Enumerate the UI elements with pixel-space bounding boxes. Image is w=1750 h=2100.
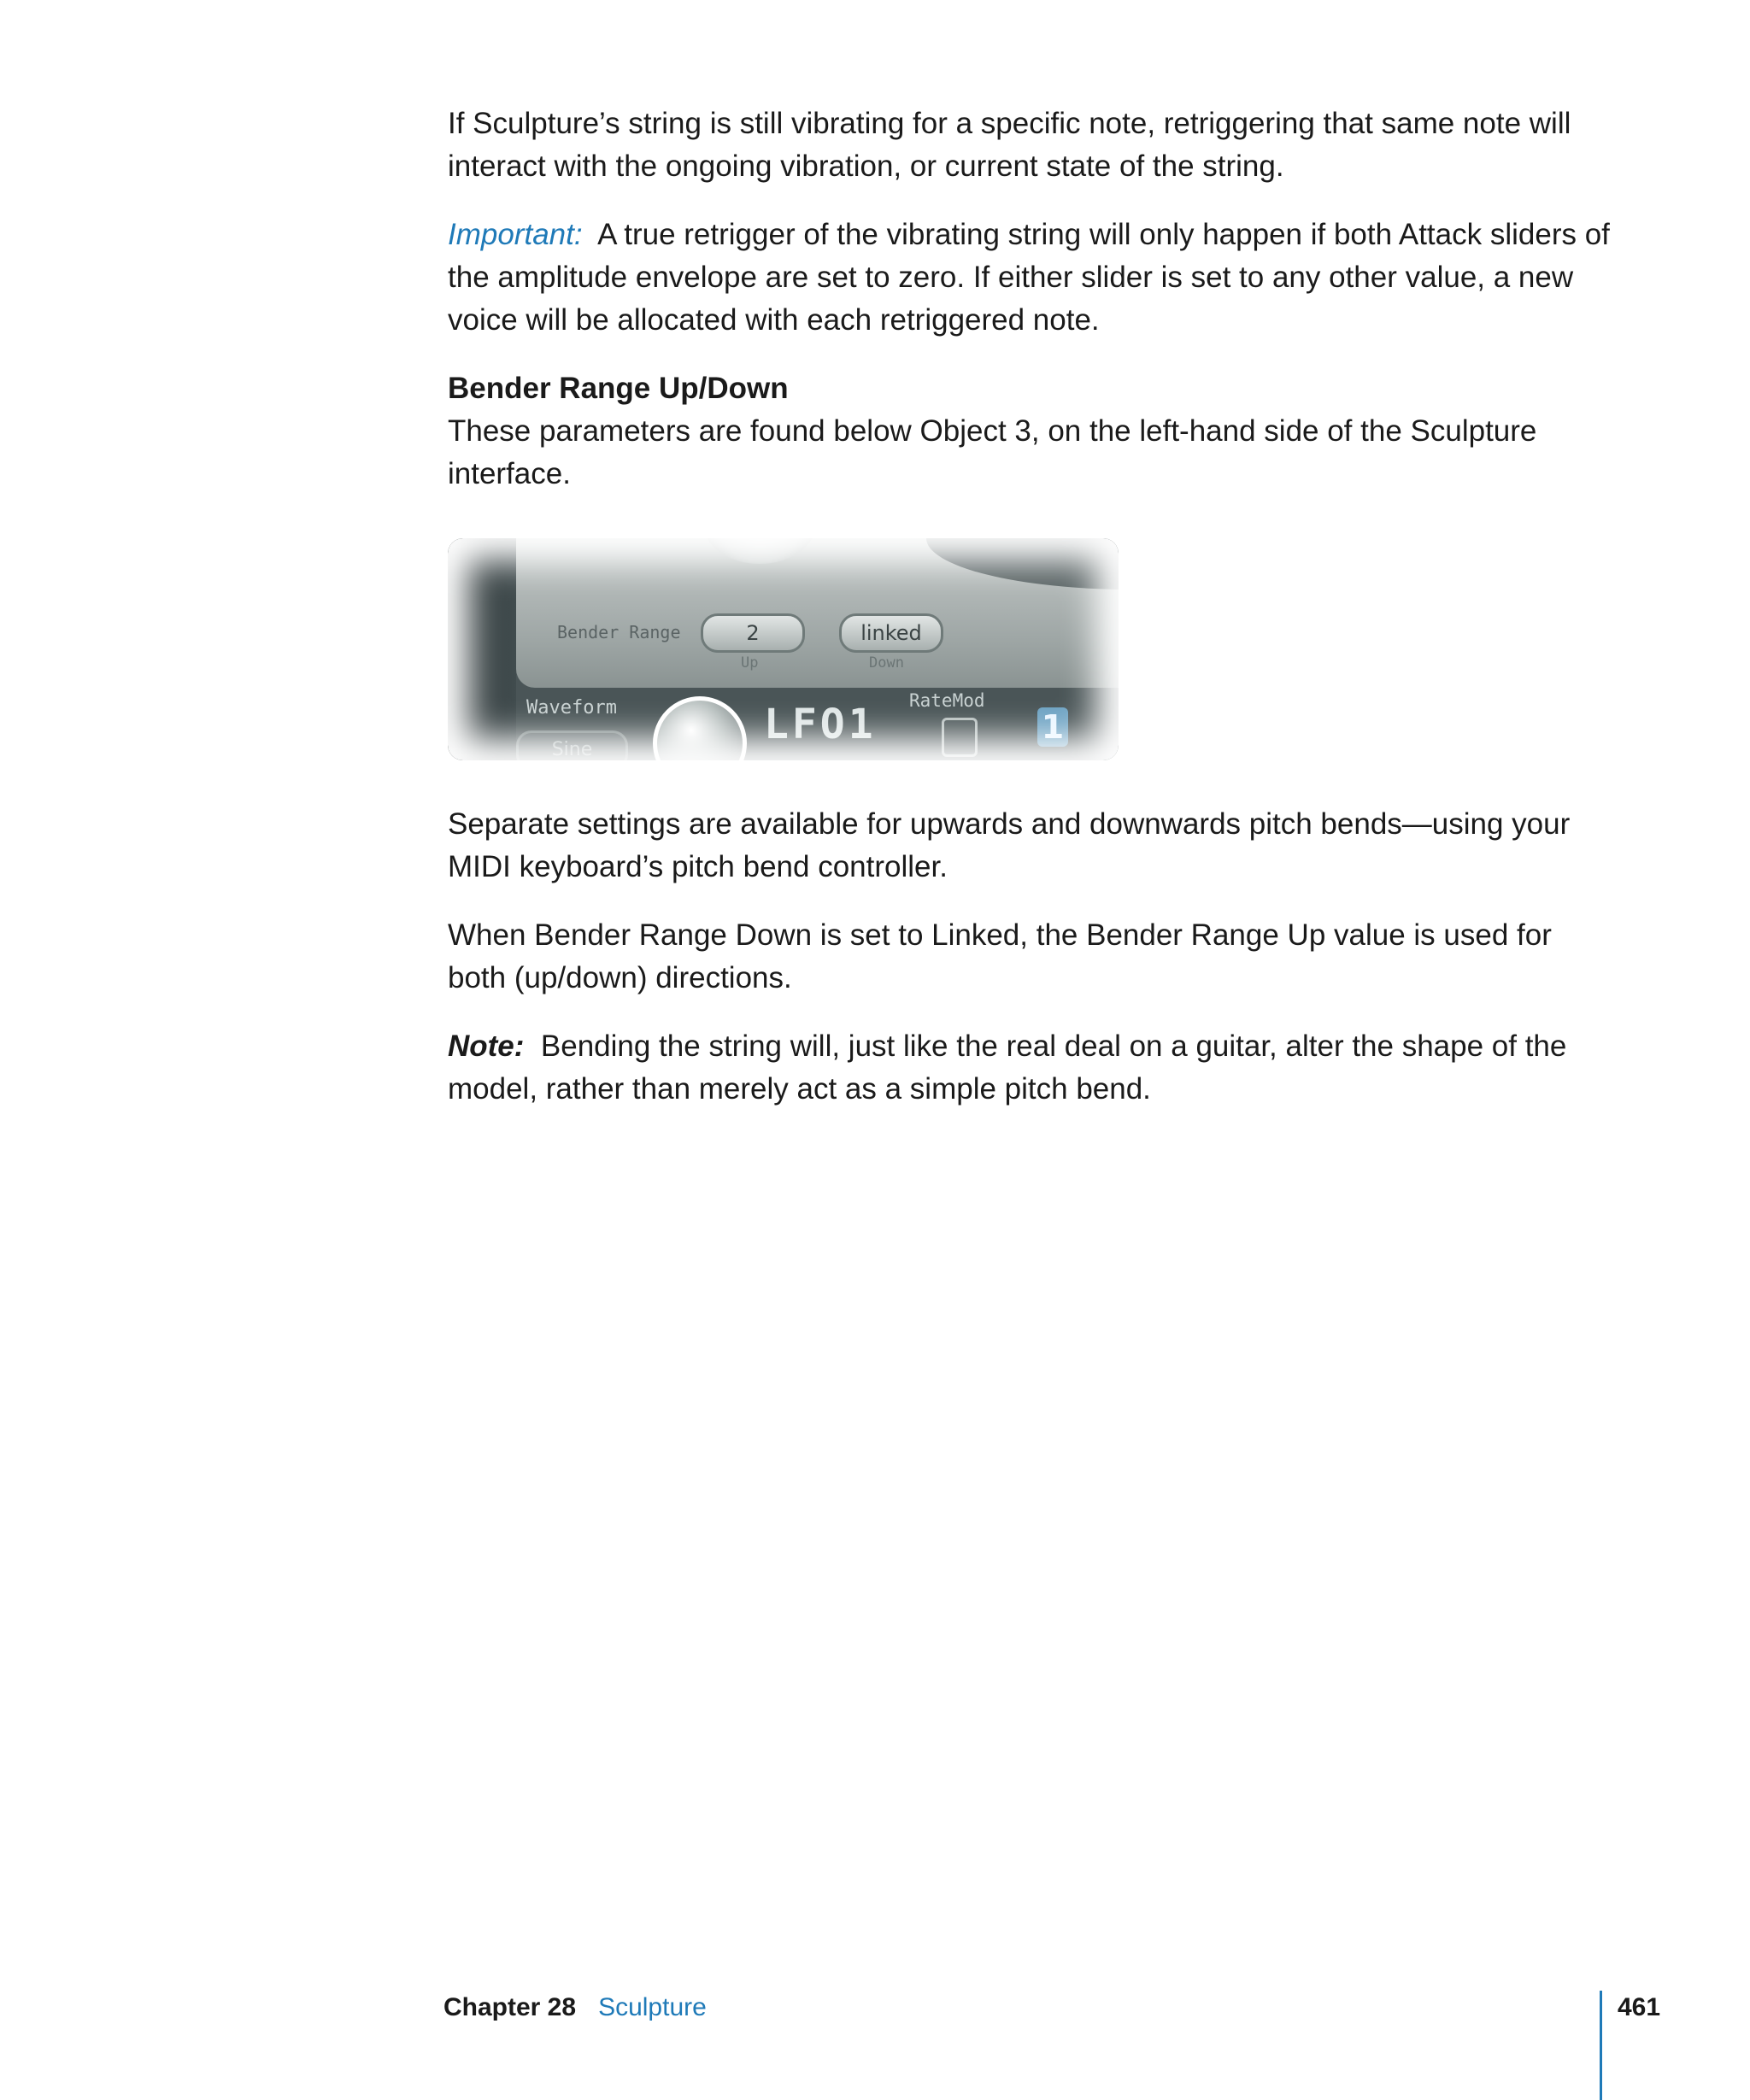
- waveform-menu[interactable]: Sine: [516, 730, 628, 760]
- page-footer: [443, 1991, 707, 2025]
- important-label: Important:: [448, 218, 583, 251]
- bender-range-screenshot: [448, 538, 1119, 760]
- paragraph-pitch-bend: Separate settings are available for upwards and downwards pitch bends—using your MIDI keyboard’s pitch bend controller.: [448, 807, 1571, 883]
- bender-range-up-field[interactable]: 2: [701, 613, 805, 653]
- important-note: [448, 214, 1610, 342]
- waveform-label: Waveform: [526, 697, 617, 719]
- bender-range-label: Bender Range: [557, 622, 681, 642]
- down-label: Down: [869, 654, 904, 672]
- lfo-rate-knob[interactable]: [653, 696, 747, 760]
- note-text: Bending the string will, just like the real deal on a guitar, alter the shape of the model, rather than merely act as a simple pitch bend.: [448, 1029, 1567, 1106]
- lfo-label: LFO1: [764, 701, 877, 748]
- footer-chapter-title: Sculpture: [598, 1993, 707, 2021]
- section-heading: Bender Range Up/Down: [448, 372, 789, 405]
- page-content: [448, 103, 1610, 1111]
- paragraph-retrigger: If Sculpture’s string is still vibrating for a specific note, retriggering that same note will interact with the ongoing vibration, or current state of the string.: [448, 107, 1571, 183]
- lfo-number-badge[interactable]: 1: [1037, 707, 1068, 747]
- note: [448, 1025, 1610, 1111]
- footer-divider: [1600, 1991, 1602, 2100]
- ratemod-label: RateMod: [909, 690, 985, 711]
- page-number: 461: [1618, 1993, 1661, 2021]
- ratemod-control[interactable]: [942, 718, 978, 757]
- panel-edge: [448, 538, 516, 760]
- important-text: A true retrigger of the vibrating string will only happen if both Attack sliders of the amplitude envelope are set to zero. If either slider is set to any other value, a new voice will be allocated with each retriggered note.: [448, 218, 1610, 337]
- note-label: Note:: [448, 1029, 525, 1063]
- footer-chapter: Chapter 28: [443, 1993, 577, 2021]
- paragraph-location: These parameters are found below Object 3, on the left-hand side of the Sculpture interface.: [448, 414, 1537, 490]
- bender-range-down-field[interactable]: linked: [839, 613, 943, 653]
- up-label: Up: [741, 654, 759, 672]
- paragraph-linked: When Bender Range Down is set to Linked, the Bender Range Up value is used for both (up/down) directions.: [448, 918, 1552, 994]
